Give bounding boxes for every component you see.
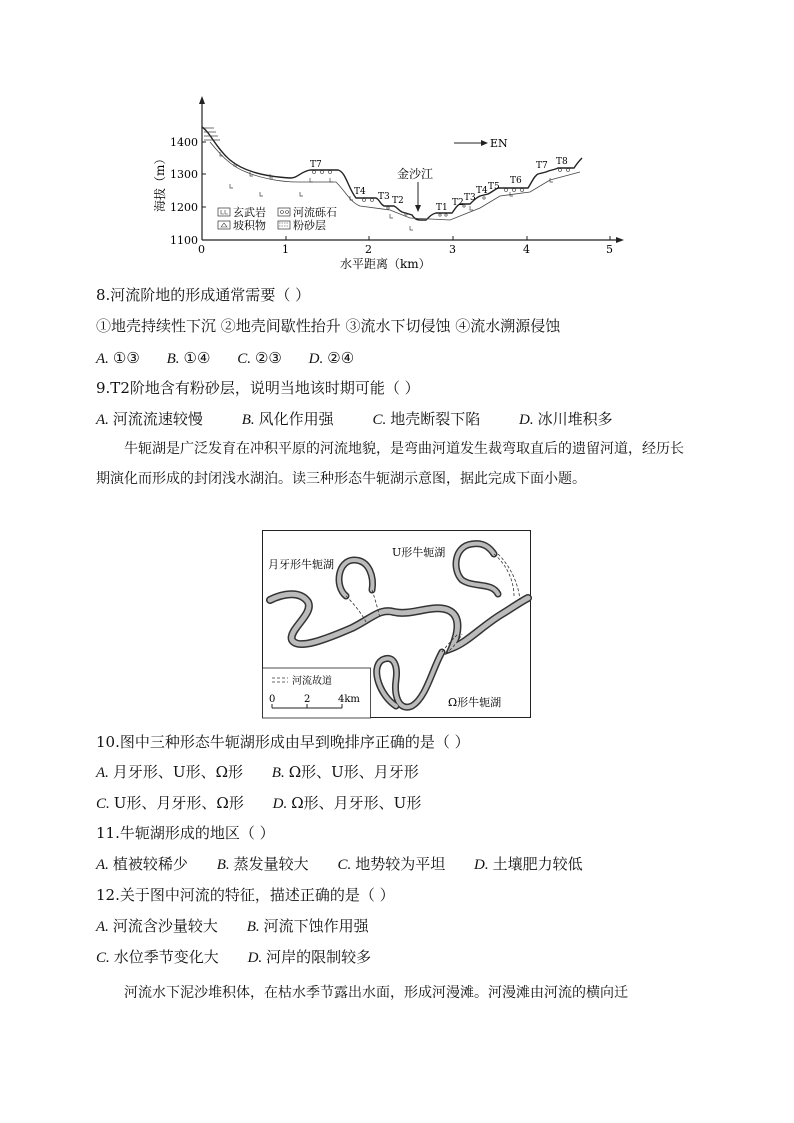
option-b[interactable]: B. Ω形、U形、月牙形 — [271, 763, 419, 781]
option-c[interactable]: C. 地壳断裂下陷 — [372, 410, 481, 428]
option-c[interactable]: C. 水位季节变化大 — [96, 948, 219, 966]
option-a[interactable]: A. 河流含沙量较大 — [96, 917, 218, 935]
option-b[interactable]: B. 蒸发量较大 — [216, 855, 309, 873]
x-ticks — [198, 236, 613, 256]
option-d[interactable]: D. 土壤肥力较低 — [474, 855, 583, 873]
label-crescent-lake: 月牙形牛轭湖 — [268, 558, 334, 571]
x-axis-label: 水平距离（km） — [340, 257, 431, 271]
question-9-options — [96, 409, 613, 430]
terrace-label: T7 — [536, 161, 548, 171]
question-12-stem: 12.关于图中河流的特征，描述正确的是（ ） — [96, 886, 395, 904]
y-tick: 1100 — [170, 234, 198, 247]
option-d[interactable]: D. 冰川堆积多 — [519, 410, 613, 428]
x-tick: 0 — [198, 243, 205, 256]
option-a[interactable]: A. 月牙形、U形、Ω形 — [96, 763, 244, 781]
question-10-options-row1 — [96, 762, 419, 783]
y-tick: 1300 — [170, 168, 198, 181]
option-d[interactable]: D. ②④ — [308, 349, 355, 367]
passage-oxbow: 牛轭湖是广泛发育在冲积平原的河流地貌，是弯曲河道发生裁弯取直后的遗留河道，经历长期演化而形成的封闭浅水湖泊。读三种形态牛轭湖示意图，据此完成下面小题。 — [96, 441, 684, 487]
direction-label: EN — [490, 137, 508, 150]
y-tick: 1400 — [170, 136, 198, 149]
y-tick: 1200 — [170, 201, 198, 214]
question-10-options-row2 — [96, 793, 421, 814]
option-d[interactable]: D. 河岸的限制较多 — [247, 948, 372, 966]
option-c[interactable]: C. ②③ — [237, 349, 282, 367]
question-11-options — [96, 854, 583, 875]
x-tick: 3 — [449, 243, 456, 256]
y-axis-label: 海拔（m） — [153, 152, 167, 212]
direction-arrow — [454, 137, 508, 150]
terrace-label: T3 — [464, 193, 476, 203]
terrace-label: T5 — [488, 182, 500, 192]
terrace-label: T1 — [436, 203, 448, 213]
scale-tick: 2 — [304, 694, 311, 705]
legend-gravel: 河流砾石 — [293, 206, 337, 219]
oxbow-lake-figure — [262, 530, 532, 720]
terrace-label: T7 — [310, 160, 322, 170]
legend-silt: 粉砂层 — [293, 219, 326, 232]
option-b[interactable]: B. ①④ — [166, 349, 211, 367]
x-tick: 5 — [606, 243, 613, 256]
question-8-stem: 8.河流阶地的形成通常需要（ ） — [96, 286, 311, 304]
terrace-label: T8 — [556, 157, 568, 167]
option-c[interactable]: C. U形、月牙形、Ω形 — [96, 794, 244, 812]
scale-tick: 0 — [269, 694, 276, 705]
option-a[interactable]: A. 河流流速较慢 — [96, 410, 203, 428]
terrace-label: T2 — [392, 196, 404, 206]
legend-basalt: 玄武岩 — [233, 206, 266, 219]
river-label: 金沙江 — [397, 167, 434, 181]
legend-colluvium: 坡积物 — [233, 219, 266, 232]
question-9-stem: 9.T2阶地含有粉砂层，说明当地该时期可能（ ） — [96, 379, 420, 397]
option-b[interactable]: B. 河流下蚀作用强 — [246, 917, 369, 935]
question-8-statements: ①地壳持续性下沉 ②地壳间歇性抬升 ③流水下切侵蚀 ④流水溯源侵蚀 — [96, 317, 561, 335]
terrace-label: T3 — [378, 192, 390, 202]
option-a[interactable]: A. ①③ — [96, 349, 140, 367]
terrace-label: T4 — [476, 186, 488, 196]
label-u-lake: U形牛轭湖 — [392, 546, 446, 559]
option-c[interactable]: C. 地势较为平坦 — [337, 855, 446, 873]
option-d[interactable]: D. Ω形、月牙形、U形 — [272, 794, 422, 812]
x-tick: 1 — [282, 243, 289, 256]
passage-floodplain: 河流水下泥沙堆积体，在枯水季节露出水面，形成河漫滩。河漫滩由河流的横向迁 — [124, 985, 628, 1001]
question-8-options — [96, 348, 354, 369]
terrace-label: T2 — [452, 198, 464, 208]
legend — [218, 205, 337, 232]
question-12-options-row1 — [96, 916, 369, 937]
option-a[interactable]: A. 植被较稀少 — [96, 855, 188, 873]
label-omega-lake: Ω形牛轭湖 — [448, 696, 502, 709]
legend-box — [263, 668, 371, 718]
question-11-stem: 11.牛轭湖形成的地区（ ） — [96, 824, 275, 842]
question-12-options-row2 — [96, 947, 371, 968]
y-ticks — [170, 136, 206, 247]
option-b[interactable]: B. 风化作用强 — [241, 410, 334, 428]
terrace-profile-figure — [150, 92, 640, 274]
terrace-label: T4 — [354, 187, 366, 197]
scale-tick: 4km — [338, 694, 360, 705]
terrace-label: T6 — [510, 176, 522, 186]
question-10-stem: 10.图中三种形态牛轭湖形成由早到晚排序正确的是（ ） — [96, 733, 470, 751]
legend-old-channel: 河流故道 — [292, 676, 332, 687]
x-tick: 2 — [365, 243, 372, 256]
x-tick: 4 — [523, 243, 530, 256]
